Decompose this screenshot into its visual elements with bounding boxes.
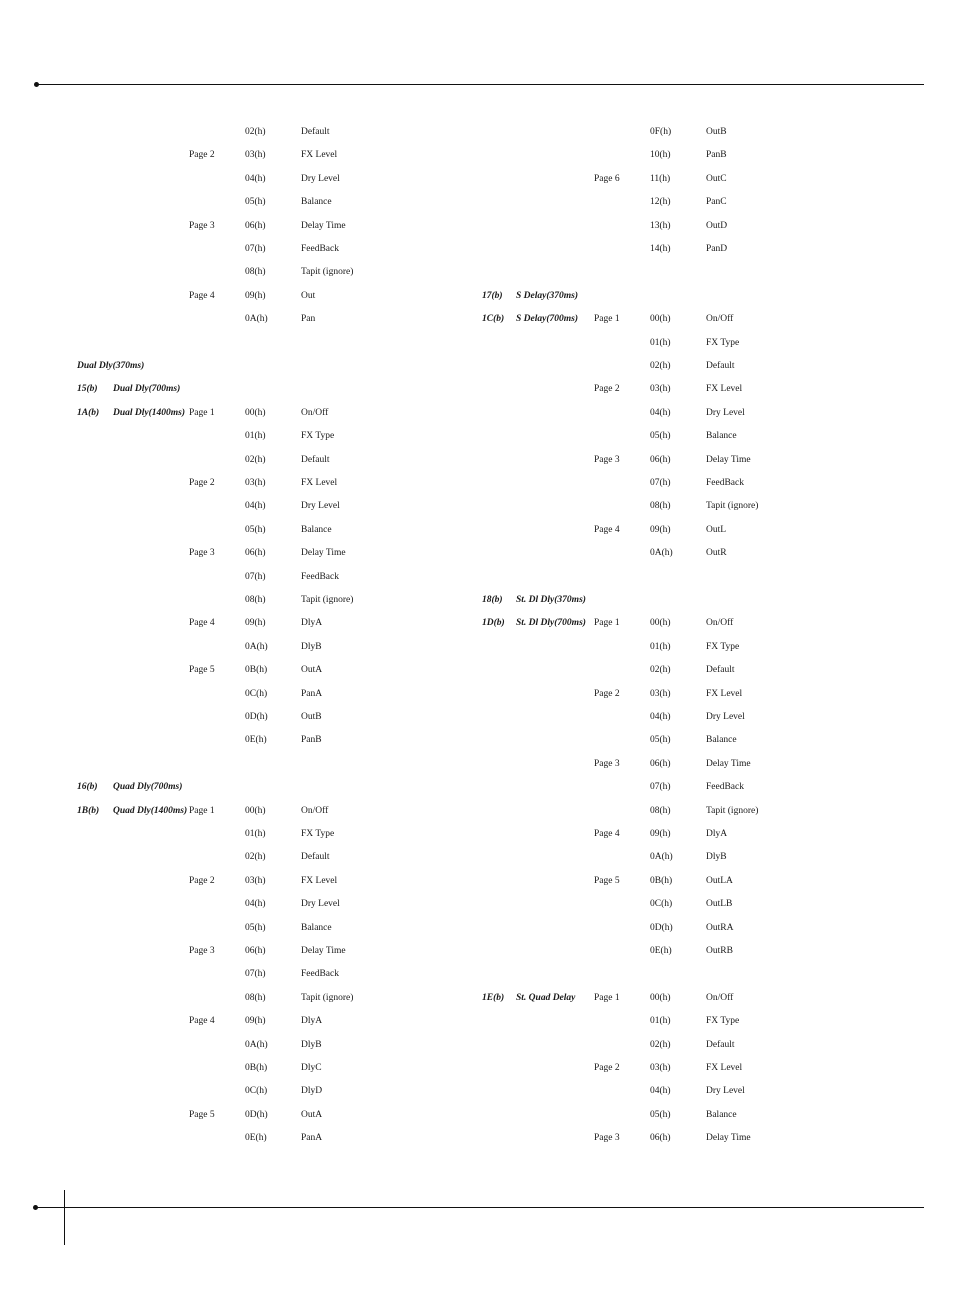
parameter-code: 0B(h) (245, 665, 268, 676)
parameter-code: 08(h) (650, 805, 671, 816)
parameter-code: 0D(h) (245, 1109, 268, 1120)
effect-code: 15(b) (77, 384, 98, 395)
parameter-row (0, 1057, 954, 1080)
parameter-code: 05(h) (650, 1109, 671, 1120)
parameter-name: FX Level (301, 875, 338, 886)
crop-mark-vertical (64, 1190, 65, 1245)
parameter-name: FeedBack (301, 571, 339, 582)
parameter-name: PanD (706, 244, 728, 254)
page-label: Page 5 (189, 1109, 215, 1120)
parameter-name: Dry Level (301, 501, 340, 512)
parameter-name: PanC (706, 197, 727, 208)
parameter-code: 04(h) (650, 1086, 671, 1097)
parameter-row (0, 963, 954, 986)
parameter-code: 0B(h) (650, 875, 673, 886)
effect-name: St. Dl Dly(700ms) (516, 618, 586, 629)
parameter-row (0, 1127, 954, 1150)
parameter-name: Dry Level (706, 407, 745, 418)
page-label: Page 3 (189, 220, 215, 231)
parameter-code: 05(h) (650, 735, 671, 746)
parameter-code: 0A(h) (245, 641, 268, 652)
effect-code: 16(b) (77, 782, 98, 793)
parameter-code: 09(h) (245, 618, 266, 629)
parameter-code: 08(h) (245, 992, 266, 1003)
top-rule-dot (34, 82, 39, 87)
parameter-code: 0E(h) (245, 1133, 267, 1144)
parameter-code: 09(h) (650, 524, 671, 535)
parameter-code: 07(h) (245, 969, 266, 980)
effect-name: St. Quad Delay (516, 992, 576, 1003)
page-label: Page 2 (189, 150, 215, 161)
parameter-name: Out (301, 290, 316, 301)
parameter-row (0, 1104, 954, 1127)
page-label: Page 4 (189, 1016, 215, 1027)
parameter-name: Tapit (ignore) (301, 992, 354, 1003)
page-label: Page 2 (594, 688, 620, 699)
parameter-code: 14(h) (650, 244, 671, 254)
parameter-name: Balance (301, 197, 332, 208)
parameter-name: Default (301, 127, 330, 137)
parameter-row (0, 519, 954, 542)
effect-name: Dual Dly(700ms) (113, 384, 181, 395)
parameter-row (0, 753, 954, 776)
parameter-name: OutC (706, 173, 727, 184)
page-label: Page 4 (189, 618, 215, 629)
parameter-name: Tapit (ignore) (706, 805, 759, 816)
parameter-name: OutL (706, 524, 727, 535)
effect-code: 17(b) (482, 290, 503, 301)
page-label: Page 2 (189, 478, 215, 488)
effect-name: S Delay(370ms) (516, 290, 579, 301)
parameter-code: 04(h) (650, 407, 671, 418)
parameter-name: OutA (301, 1109, 323, 1120)
parameter-code: 0F(h) (650, 127, 672, 137)
parameter-row (0, 449, 954, 472)
parameter-code: 0A(h) (650, 548, 673, 559)
parameter-name: OutB (301, 712, 322, 722)
parameter-name: On/Off (706, 314, 734, 325)
parameter-code: 09(h) (650, 829, 671, 839)
page-label: Page 3 (189, 548, 215, 559)
parameter-name: DlyB (706, 852, 727, 863)
parameter-code: 01(h) (650, 337, 671, 348)
parameter-name: OutR (706, 548, 727, 559)
parameter-code: 0B(h) (245, 1063, 268, 1073)
parameter-code: 13(h) (650, 220, 671, 231)
page-label: Page 3 (594, 454, 620, 465)
parameter-name: FX Type (301, 431, 335, 442)
parameter-name: OutRA (706, 922, 734, 933)
parameter-row (0, 729, 954, 752)
parameter-row (0, 238, 954, 261)
page-label: Page 1 (594, 992, 620, 1003)
parameter-name: Delay Time (706, 758, 751, 769)
page-label: Page 5 (594, 875, 620, 886)
parameter-name: Default (706, 361, 735, 371)
parameter-row (0, 706, 954, 729)
parameter-name: Dry Level (706, 1086, 745, 1097)
parameter-row (0, 776, 954, 799)
parameter-name: Tapit (ignore) (706, 501, 759, 512)
parameter-name: Delay Time (301, 220, 346, 231)
parameter-code: 0A(h) (650, 852, 673, 863)
parameter-row (0, 893, 954, 916)
parameter-code: 00(h) (650, 992, 671, 1003)
parameter-row (0, 870, 954, 893)
parameter-code: 00(h) (245, 805, 266, 816)
parameter-code: 05(h) (245, 922, 266, 933)
parameter-name: Delay Time (301, 946, 346, 956)
parameter-row (0, 402, 954, 425)
parameter-code: 03(h) (245, 150, 266, 161)
parameter-row (0, 636, 954, 659)
parameter-name: FeedBack (706, 478, 744, 488)
parameter-row (0, 495, 954, 518)
parameter-code: 07(h) (650, 782, 671, 793)
parameter-row (0, 659, 954, 682)
effect-name: Quad Dly(1400ms) (113, 805, 188, 816)
page-label: Page 2 (594, 384, 620, 395)
parameter-code: 08(h) (245, 595, 266, 605)
parameter-name: PanA (301, 1133, 323, 1144)
parameter-code: 02(h) (245, 454, 266, 465)
parameter-code: 01(h) (650, 641, 671, 652)
parameter-name: FeedBack (301, 969, 339, 980)
parameter-name: FX Type (706, 641, 740, 652)
parameter-row (0, 144, 954, 167)
parameter-name: DlyB (301, 641, 322, 652)
parameter-name: PanA (301, 688, 323, 699)
effect-name: S Delay(700ms) (516, 314, 579, 325)
parameter-name: OutLA (706, 875, 733, 886)
parameter-code: 07(h) (245, 244, 266, 254)
parameter-row (0, 612, 954, 635)
parameter-code: 0A(h) (245, 314, 268, 325)
parameter-code: 0E(h) (650, 946, 672, 956)
parameter-name: Default (301, 852, 330, 863)
effect-code: 1C(b) (482, 314, 505, 325)
parameter-name: Default (706, 665, 735, 676)
parameter-code: 00(h) (650, 314, 671, 325)
parameter-row (0, 121, 954, 144)
parameter-row (0, 1034, 954, 1057)
parameter-code: 06(h) (245, 220, 266, 231)
parameter-name: Balance (706, 431, 737, 442)
parameter-code: 0E(h) (245, 735, 267, 746)
parameter-row (0, 823, 954, 846)
page-label: Page 3 (189, 946, 215, 956)
parameter-name: On/Off (301, 407, 329, 418)
parameter-name: Dry Level (301, 173, 340, 184)
parameter-name: OutB (706, 127, 727, 137)
parameter-name: FX Level (301, 150, 338, 161)
parameter-name: OutLB (706, 899, 733, 910)
parameter-code: 00(h) (650, 618, 671, 629)
parameter-code: 0C(h) (245, 1086, 268, 1097)
parameter-code: 03(h) (245, 478, 266, 488)
parameter-code: 03(h) (245, 875, 266, 886)
parameter-code: 05(h) (245, 524, 266, 535)
page-label: Page 6 (594, 173, 620, 184)
parameter-name: Dry Level (706, 712, 745, 722)
parameter-row (0, 191, 954, 214)
parameter-name: FX Type (706, 1016, 740, 1027)
parameter-name: Dry Level (301, 899, 340, 910)
parameter-name: FX Type (301, 829, 335, 839)
page-label: Page 3 (594, 758, 620, 769)
parameter-code: 02(h) (245, 127, 266, 137)
parameter-row (0, 566, 954, 589)
parameter-row (0, 846, 954, 869)
parameter-name: Pan (301, 314, 316, 325)
effect-name: Dual Dly(1400ms) (113, 407, 186, 418)
parameter-code: 02(h) (650, 361, 671, 371)
parameter-row (0, 1010, 954, 1033)
parameter-row (0, 589, 954, 612)
parameter-row (0, 425, 954, 448)
parameter-name: PanB (706, 150, 727, 161)
parameter-code: 01(h) (245, 829, 266, 839)
parameter-code: 0D(h) (245, 712, 268, 722)
parameter-row (0, 987, 954, 1010)
parameter-code: 02(h) (245, 852, 266, 863)
parameter-name: FX Level (706, 384, 743, 395)
parameter-row (0, 308, 954, 331)
parameter-name: On/Off (706, 618, 734, 629)
effect-name: Quad Dly(700ms) (113, 782, 183, 793)
parameter-row (0, 355, 954, 378)
top-rule (36, 84, 924, 85)
bottom-rule-dot (33, 1205, 38, 1210)
page-label: Page 4 (594, 829, 620, 839)
parameter-code: 10(h) (650, 150, 671, 161)
parameter-row (0, 472, 954, 495)
parameter-code: 04(h) (245, 173, 266, 184)
parameter-row (0, 285, 954, 308)
parameter-code: 02(h) (650, 1039, 671, 1050)
parameter-code: 05(h) (650, 431, 671, 442)
parameter-name: FX Type (706, 337, 740, 348)
effect-code: 1A(b) (77, 407, 100, 418)
bottom-rule (36, 1207, 924, 1208)
parameter-name: Balance (301, 524, 332, 535)
parameter-code: 0C(h) (245, 688, 268, 699)
parameter-code: 00(h) (245, 407, 266, 418)
page-label: Page 5 (189, 665, 215, 676)
parameter-code: 09(h) (245, 1016, 266, 1027)
parameter-code: 0C(h) (650, 899, 673, 910)
parameter-row (0, 800, 954, 823)
parameter-row (0, 1080, 954, 1103)
parameter-name: DlyA (706, 829, 728, 839)
page-label: Page 1 (594, 618, 620, 629)
parameter-code: 0A(h) (245, 1039, 268, 1050)
parameter-name: FX Level (706, 1063, 743, 1073)
parameter-name: On/Off (706, 992, 734, 1003)
effect-code: 18(b) (482, 595, 503, 605)
parameter-name: Balance (706, 735, 737, 746)
parameter-name: Default (301, 454, 330, 465)
parameter-name: OutRB (706, 946, 733, 956)
parameter-name: Default (706, 1039, 735, 1050)
parameter-row (0, 168, 954, 191)
parameter-row (0, 917, 954, 940)
parameter-name: FX Level (301, 478, 338, 488)
parameter-code: 07(h) (245, 571, 266, 582)
parameter-name: FeedBack (301, 244, 339, 254)
parameter-row (0, 683, 954, 706)
effect-name: Dual Dly(370ms) (77, 361, 145, 371)
parameter-code: 04(h) (245, 501, 266, 512)
parameter-code: 06(h) (650, 454, 671, 465)
parameter-name: DlyA (301, 1016, 323, 1027)
parameter-name: DlyB (301, 1039, 322, 1050)
page-label: Page 1 (594, 314, 620, 325)
parameter-code: 0D(h) (650, 922, 673, 933)
effect-code: 1B(b) (77, 805, 100, 816)
parameter-code: 01(h) (245, 431, 266, 442)
parameter-name: Balance (301, 922, 332, 933)
page-label: Page 3 (594, 1133, 620, 1144)
parameter-code: 06(h) (650, 758, 671, 769)
page-label: Page 1 (189, 407, 215, 418)
parameter-row (0, 215, 954, 238)
parameter-name: OutD (706, 220, 728, 231)
parameter-code: 06(h) (650, 1133, 671, 1144)
effect-name: St. Dl Dly(370ms) (516, 595, 586, 605)
page-label: Page 4 (189, 290, 215, 301)
parameter-name: Balance (706, 1109, 737, 1120)
parameter-code: 06(h) (245, 946, 266, 956)
parameter-name: Tapit (ignore) (301, 267, 354, 278)
page-label: Page 4 (594, 524, 620, 535)
parameter-code: 03(h) (650, 1063, 671, 1073)
parameter-code: 12(h) (650, 197, 671, 208)
page-label: Page 2 (594, 1063, 620, 1073)
parameter-code: 04(h) (650, 712, 671, 722)
parameter-row (0, 940, 954, 963)
parameter-code: 08(h) (650, 501, 671, 512)
parameter-code: 05(h) (245, 197, 266, 208)
parameter-row (0, 332, 954, 355)
parameter-code: 11(h) (650, 173, 671, 184)
parameter-name: PanB (301, 735, 322, 746)
parameter-name: FX Level (706, 688, 743, 699)
parameter-code: 09(h) (245, 290, 266, 301)
parameter-code: 01(h) (650, 1016, 671, 1027)
parameter-name: On/Off (301, 805, 329, 816)
parameter-code: 04(h) (245, 899, 266, 910)
parameter-code: 07(h) (650, 478, 671, 488)
parameter-name: DlyA (301, 618, 323, 629)
parameter-row (0, 261, 954, 284)
parameter-code: 06(h) (245, 548, 266, 559)
effect-code: 1E(b) (482, 992, 505, 1003)
parameter-code: 03(h) (650, 384, 671, 395)
parameter-code: 03(h) (650, 688, 671, 699)
parameter-row (0, 378, 954, 401)
page-label: Page 2 (189, 875, 215, 886)
parameter-name: FeedBack (706, 782, 744, 793)
parameter-name: OutA (301, 665, 323, 676)
parameter-name: DlyD (301, 1086, 323, 1097)
parameter-name: Tapit (ignore) (301, 595, 354, 605)
parameter-name: Delay Time (706, 454, 751, 465)
parameter-code: 08(h) (245, 267, 266, 278)
parameter-name: Delay Time (706, 1133, 751, 1144)
parameter-name: DlyC (301, 1063, 322, 1073)
effect-code: 1D(b) (482, 618, 505, 629)
parameter-row (0, 542, 954, 565)
parameter-name: Delay Time (301, 548, 346, 559)
page-label: Page 1 (189, 805, 215, 816)
parameter-code: 02(h) (650, 665, 671, 676)
